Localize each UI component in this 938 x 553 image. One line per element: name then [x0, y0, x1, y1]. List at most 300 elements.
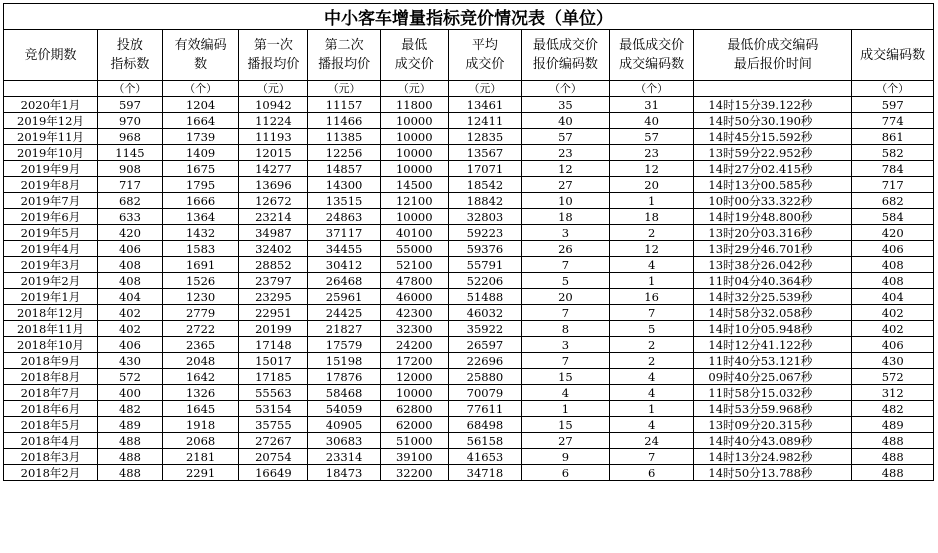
cell-period: 2018年3月 [4, 449, 98, 465]
cell-first-avg-price: 12015 [239, 145, 308, 161]
cell-min-price-bid-codes: 20 [522, 289, 610, 305]
cell-min-price-bid-codes: 9 [522, 449, 610, 465]
cell-min-price-bid-codes: 10 [522, 193, 610, 209]
cell-min-price: 10000 [380, 209, 448, 225]
cell-avg-price: 32803 [448, 209, 521, 225]
cell-min-price-deal-codes: 31 [609, 97, 694, 113]
cell-period: 2019年3月 [4, 257, 98, 273]
cell-period: 2019年8月 [4, 177, 98, 193]
cell-deal-codes: 489 [852, 417, 934, 433]
cell-min-price: 52100 [380, 257, 448, 273]
cell-min-price: 10000 [380, 145, 448, 161]
cell-first-avg-price: 15017 [239, 353, 308, 369]
cell-quota-count: 908 [97, 161, 162, 177]
cell-first-avg-price: 27267 [239, 433, 308, 449]
cell-min-price-deal-codes: 12 [609, 241, 694, 257]
cell-first-avg-price: 22951 [239, 305, 308, 321]
cell-min-price: 40100 [380, 225, 448, 241]
header-line: 第二次 [324, 38, 364, 53]
cell-second-avg-price: 14857 [308, 161, 380, 177]
cell-last-bid-time: 14时32分25.539秒 [694, 289, 852, 305]
cell-valid-codes: 1795 [162, 177, 238, 193]
cell-deal-codes: 488 [852, 433, 934, 449]
header-line: 最低成交价 [532, 38, 598, 53]
cell-min-price-bid-codes: 26 [522, 241, 610, 257]
cell-last-bid-time: 10时00分33.322秒 [694, 193, 852, 209]
cell-last-bid-time: 14时50分30.190秒 [694, 113, 852, 129]
cell-quota-count: 633 [97, 209, 162, 225]
cell-quota-count: 597 [97, 97, 162, 113]
cell-last-bid-time: 13时59分22.952秒 [694, 145, 852, 161]
cell-deal-codes: 482 [852, 401, 934, 417]
cell-valid-codes: 1583 [162, 241, 238, 257]
unit-row [4, 81, 934, 97]
cell-second-avg-price: 11385 [308, 129, 380, 145]
table-row [4, 449, 934, 465]
cell-min-price-deal-codes: 12 [609, 161, 694, 177]
cell-min-price-bid-codes: 7 [522, 305, 610, 321]
cell-min-price-deal-codes: 4 [609, 385, 694, 401]
cell-period: 2018年9月 [4, 353, 98, 369]
cell-min-price-bid-codes: 3 [522, 337, 610, 353]
cell-deal-codes: 408 [852, 273, 934, 289]
table-row [4, 337, 934, 353]
cell-quota-count: 968 [97, 129, 162, 145]
cell-first-avg-price: 13696 [239, 177, 308, 193]
cell-avg-price: 41653 [448, 449, 521, 465]
table-row [4, 465, 934, 481]
cell-min-price-bid-codes: 4 [522, 385, 610, 401]
cell-first-avg-price: 10942 [239, 97, 308, 113]
unit-last-bid-time [694, 81, 852, 97]
cell-first-avg-price: 12672 [239, 193, 308, 209]
cell-second-avg-price: 30683 [308, 433, 380, 449]
table-row [4, 369, 934, 385]
cell-quota-count: 402 [97, 321, 162, 337]
cell-deal-codes: 774 [852, 113, 934, 129]
cell-min-price: 10000 [380, 129, 448, 145]
unit-valid-codes: （个） [162, 81, 238, 97]
cell-quota-count: 488 [97, 433, 162, 449]
header-first-avg-price [239, 30, 308, 81]
cell-second-avg-price: 24863 [308, 209, 380, 225]
cell-first-avg-price: 16649 [239, 465, 308, 481]
cell-min-price: 51000 [380, 433, 448, 449]
cell-period: 2020年1月 [4, 97, 98, 113]
cell-avg-price: 18842 [448, 193, 521, 209]
cell-min-price-deal-codes: 16 [609, 289, 694, 305]
cell-min-price-deal-codes: 1 [609, 273, 694, 289]
header-avg-price [448, 30, 521, 81]
cell-valid-codes: 1642 [162, 369, 238, 385]
table-row [4, 193, 934, 209]
cell-min-price-bid-codes: 57 [522, 129, 610, 145]
cell-deal-codes: 406 [852, 241, 934, 257]
cell-last-bid-time: 14时12分41.122秒 [694, 337, 852, 353]
cell-first-avg-price: 34987 [239, 225, 308, 241]
cell-last-bid-time: 14时40分43.089秒 [694, 433, 852, 449]
unit-min-price-deal-codes: （个） [609, 81, 694, 97]
table-row [4, 401, 934, 417]
cell-valid-codes: 1526 [162, 273, 238, 289]
header-line: 成交价 [465, 57, 505, 72]
cell-min-price: 62000 [380, 417, 448, 433]
cell-first-avg-price: 55563 [239, 385, 308, 401]
table-row [4, 241, 934, 257]
cell-deal-codes: 582 [852, 145, 934, 161]
cell-first-avg-price: 20754 [239, 449, 308, 465]
table-row [4, 113, 934, 129]
cell-second-avg-price: 23314 [308, 449, 380, 465]
cell-valid-codes: 1645 [162, 401, 238, 417]
cell-min-price-deal-codes: 23 [609, 145, 694, 161]
header-line: 竞价期数 [24, 47, 77, 63]
cell-second-avg-price: 17876 [308, 369, 380, 385]
cell-min-price-deal-codes: 2 [609, 337, 694, 353]
cell-min-price-bid-codes: 3 [522, 225, 610, 241]
cell-first-avg-price: 23214 [239, 209, 308, 225]
table-title: 中小客车增量指标竞价情况表（单位） [4, 4, 934, 30]
cell-deal-codes: 584 [852, 209, 934, 225]
cell-last-bid-time: 14时58分32.058秒 [694, 305, 852, 321]
cell-quota-count: 488 [97, 449, 162, 465]
cell-min-price-bid-codes: 15 [522, 369, 610, 385]
cell-quota-count: 430 [97, 353, 162, 369]
cell-valid-codes: 1739 [162, 129, 238, 145]
cell-quota-count: 488 [97, 465, 162, 481]
cell-period: 2019年4月 [4, 241, 98, 257]
unit-second-avg-price: （元） [308, 81, 380, 97]
table-row [4, 97, 934, 113]
header-last-bid-time [694, 30, 852, 81]
table-row [4, 257, 934, 273]
cell-min-price: 32200 [380, 465, 448, 481]
cell-min-price: 39100 [380, 449, 448, 465]
cell-min-price-bid-codes: 12 [522, 161, 610, 177]
cell-period: 2018年7月 [4, 385, 98, 401]
cell-min-price-bid-codes: 7 [522, 353, 610, 369]
cell-min-price-bid-codes: 27 [522, 433, 610, 449]
cell-min-price: 11800 [380, 97, 448, 113]
header-line: 指标数 [110, 57, 150, 72]
cell-avg-price: 18542 [448, 177, 521, 193]
cell-quota-count: 489 [97, 417, 162, 433]
cell-second-avg-price: 13515 [308, 193, 380, 209]
cell-second-avg-price: 17579 [308, 337, 380, 353]
cell-quota-count: 404 [97, 289, 162, 305]
header-line: 最低 [401, 38, 428, 53]
cell-avg-price: 35922 [448, 321, 521, 337]
cell-min-price-bid-codes: 1 [522, 401, 610, 417]
cell-min-price-deal-codes: 18 [609, 209, 694, 225]
title-row [4, 4, 934, 30]
cell-second-avg-price: 26468 [308, 273, 380, 289]
cell-deal-codes: 488 [852, 449, 934, 465]
cell-second-avg-price: 15198 [308, 353, 380, 369]
cell-period: 2018年5月 [4, 417, 98, 433]
unit-avg-price: （元） [448, 81, 521, 97]
cell-avg-price: 26597 [448, 337, 521, 353]
cell-avg-price: 56158 [448, 433, 521, 449]
cell-min-price: 10000 [380, 113, 448, 129]
cell-min-price-deal-codes: 57 [609, 129, 694, 145]
cell-min-price-deal-codes: 4 [609, 417, 694, 433]
cell-valid-codes: 1664 [162, 113, 238, 129]
cell-min-price-deal-codes: 6 [609, 465, 694, 481]
cell-avg-price: 13461 [448, 97, 521, 113]
cell-last-bid-time: 14时15分39.122秒 [694, 97, 852, 113]
cell-deal-codes: 402 [852, 321, 934, 337]
cell-last-bid-time: 13时29分46.701秒 [694, 241, 852, 257]
cell-deal-codes: 597 [852, 97, 934, 113]
cell-quota-count: 1145 [97, 145, 162, 161]
table-row [4, 177, 934, 193]
header-line: 成交价 [394, 57, 434, 72]
cell-last-bid-time: 13时09分20.315秒 [694, 417, 852, 433]
cell-quota-count: 408 [97, 273, 162, 289]
cell-deal-codes: 404 [852, 289, 934, 305]
header-line: 最低价成交编码 [727, 38, 819, 53]
cell-valid-codes: 1364 [162, 209, 238, 225]
cell-valid-codes: 2048 [162, 353, 238, 369]
header-line: 成交编码数 [860, 47, 926, 63]
cell-second-avg-price: 25961 [308, 289, 380, 305]
cell-min-price-bid-codes: 23 [522, 145, 610, 161]
cell-last-bid-time: 14时13分24.982秒 [694, 449, 852, 465]
cell-first-avg-price: 32402 [239, 241, 308, 257]
header-row [4, 30, 934, 81]
table-row [4, 305, 934, 321]
cell-period: 2019年5月 [4, 225, 98, 241]
table-row [4, 385, 934, 401]
table-row [4, 145, 934, 161]
cell-deal-codes: 784 [852, 161, 934, 177]
header-line: 平均 [471, 38, 498, 53]
header-deal-codes [852, 30, 934, 81]
cell-avg-price: 46032 [448, 305, 521, 321]
cell-second-avg-price: 34455 [308, 241, 380, 257]
cell-avg-price: 13567 [448, 145, 521, 161]
cell-second-avg-price: 21827 [308, 321, 380, 337]
cell-last-bid-time: 13时20分03.316秒 [694, 225, 852, 241]
cell-second-avg-price: 11466 [308, 113, 380, 129]
cell-last-bid-time: 09时40分25.067秒 [694, 369, 852, 385]
header-line: 数 [194, 57, 208, 72]
cell-valid-codes: 1326 [162, 385, 238, 401]
cell-quota-count: 402 [97, 305, 162, 321]
cell-quota-count: 400 [97, 385, 162, 401]
cell-min-price: 24200 [380, 337, 448, 353]
cell-period: 2018年12月 [4, 305, 98, 321]
cell-last-bid-time: 14时19分48.800秒 [694, 209, 852, 225]
cell-quota-count: 682 [97, 193, 162, 209]
cell-period: 2019年1月 [4, 289, 98, 305]
cell-deal-codes: 312 [852, 385, 934, 401]
bidding-table-sheet [3, 3, 934, 551]
cell-deal-codes: 488 [852, 465, 934, 481]
cell-second-avg-price: 30412 [308, 257, 380, 273]
cell-valid-codes: 2291 [162, 465, 238, 481]
cell-last-bid-time: 14时53分59.968秒 [694, 401, 852, 417]
cell-period: 2019年7月 [4, 193, 98, 209]
cell-min-price-deal-codes: 2 [609, 225, 694, 241]
cell-deal-codes: 408 [852, 257, 934, 273]
cell-valid-codes: 2779 [162, 305, 238, 321]
cell-first-avg-price: 53154 [239, 401, 308, 417]
cell-min-price-deal-codes: 2 [609, 353, 694, 369]
cell-avg-price: 17071 [448, 161, 521, 177]
cell-avg-price: 12411 [448, 113, 521, 129]
table-row [4, 225, 934, 241]
cell-deal-codes: 717 [852, 177, 934, 193]
header-line: 投放 [116, 38, 143, 53]
table-row [4, 129, 934, 145]
cell-min-price-deal-codes: 24 [609, 433, 694, 449]
cell-period: 2019年12月 [4, 113, 98, 129]
cell-second-avg-price: 37117 [308, 225, 380, 241]
header-line: 最后报价时间 [733, 57, 812, 72]
cell-valid-codes: 1230 [162, 289, 238, 305]
cell-deal-codes: 406 [852, 337, 934, 353]
cell-period: 2018年11月 [4, 321, 98, 337]
cell-first-avg-price: 17185 [239, 369, 308, 385]
cell-min-price-deal-codes: 40 [609, 113, 694, 129]
cell-valid-codes: 2181 [162, 449, 238, 465]
cell-second-avg-price: 58468 [308, 385, 380, 401]
cell-avg-price: 51488 [448, 289, 521, 305]
cell-min-price: 32300 [380, 321, 448, 337]
header-line: 播报均价 [247, 57, 300, 72]
cell-last-bid-time: 14时13分00.585秒 [694, 177, 852, 193]
cell-min-price-deal-codes: 7 [609, 449, 694, 465]
header-line: 播报均价 [318, 57, 371, 72]
header-min-price-bid-codes [522, 30, 610, 81]
cell-avg-price: 59223 [448, 225, 521, 241]
cell-first-avg-price: 20199 [239, 321, 308, 337]
table-row [4, 161, 934, 177]
table-row [4, 353, 934, 369]
cell-min-price: 12000 [380, 369, 448, 385]
cell-valid-codes: 1432 [162, 225, 238, 241]
unit-quota-count: （个） [97, 81, 162, 97]
table-row [4, 209, 934, 225]
cell-second-avg-price: 40905 [308, 417, 380, 433]
cell-quota-count: 406 [97, 241, 162, 257]
cell-last-bid-time: 11时58分15.032秒 [694, 385, 852, 401]
cell-quota-count: 482 [97, 401, 162, 417]
cell-avg-price: 70079 [448, 385, 521, 401]
cell-period: 2019年2月 [4, 273, 98, 289]
bidding-results-table [3, 3, 934, 481]
cell-min-price: 17200 [380, 353, 448, 369]
unit-period [4, 81, 98, 97]
cell-min-price-deal-codes: 1 [609, 401, 694, 417]
table-row [4, 433, 934, 449]
cell-period: 2019年10月 [4, 145, 98, 161]
cell-avg-price: 77611 [448, 401, 521, 417]
cell-min-price-deal-codes: 1 [609, 193, 694, 209]
cell-first-avg-price: 23295 [239, 289, 308, 305]
cell-second-avg-price: 18473 [308, 465, 380, 481]
header-second-avg-price [308, 30, 380, 81]
cell-valid-codes: 1918 [162, 417, 238, 433]
cell-min-price-bid-codes: 5 [522, 273, 610, 289]
cell-avg-price: 55791 [448, 257, 521, 273]
cell-min-price-bid-codes: 8 [522, 321, 610, 337]
cell-valid-codes: 1675 [162, 161, 238, 177]
cell-period: 2019年11月 [4, 129, 98, 145]
table-row [4, 273, 934, 289]
cell-period: 2018年4月 [4, 433, 98, 449]
cell-period: 2018年8月 [4, 369, 98, 385]
cell-valid-codes: 1409 [162, 145, 238, 161]
cell-last-bid-time: 11时40分53.121秒 [694, 353, 852, 369]
cell-min-price-bid-codes: 35 [522, 97, 610, 113]
header-quota-count [97, 30, 162, 81]
table-row [4, 289, 934, 305]
cell-period: 2019年9月 [4, 161, 98, 177]
cell-avg-price: 52206 [448, 273, 521, 289]
cell-min-price-deal-codes: 7 [609, 305, 694, 321]
cell-period: 2019年6月 [4, 209, 98, 225]
cell-avg-price: 22696 [448, 353, 521, 369]
unit-deal-codes: （个） [852, 81, 934, 97]
cell-quota-count: 572 [97, 369, 162, 385]
cell-deal-codes: 682 [852, 193, 934, 209]
table-row [4, 321, 934, 337]
cell-min-price: 46000 [380, 289, 448, 305]
header-line: 报价编码数 [532, 57, 598, 72]
header-valid-codes [162, 30, 238, 81]
unit-first-avg-price: （元） [239, 81, 308, 97]
cell-deal-codes: 572 [852, 369, 934, 385]
cell-min-price-bid-codes: 7 [522, 257, 610, 273]
cell-min-price: 10000 [380, 385, 448, 401]
cell-min-price-deal-codes: 5 [609, 321, 694, 337]
cell-last-bid-time: 14时10分05.948秒 [694, 321, 852, 337]
cell-valid-codes: 1666 [162, 193, 238, 209]
header-line: 最低成交价 [619, 38, 685, 53]
cell-valid-codes: 1691 [162, 257, 238, 273]
cell-second-avg-price: 24425 [308, 305, 380, 321]
cell-avg-price: 68498 [448, 417, 521, 433]
cell-deal-codes: 402 [852, 305, 934, 321]
cell-quota-count: 970 [97, 113, 162, 129]
cell-first-avg-price: 35755 [239, 417, 308, 433]
cell-first-avg-price: 28852 [239, 257, 308, 273]
cell-last-bid-time: 13时38分26.042秒 [694, 257, 852, 273]
cell-min-price-bid-codes: 18 [522, 209, 610, 225]
cell-deal-codes: 861 [852, 129, 934, 145]
cell-avg-price: 25880 [448, 369, 521, 385]
cell-period: 2018年6月 [4, 401, 98, 417]
cell-deal-codes: 420 [852, 225, 934, 241]
cell-deal-codes: 430 [852, 353, 934, 369]
cell-period: 2018年10月 [4, 337, 98, 353]
cell-quota-count: 420 [97, 225, 162, 241]
header-min-price [380, 30, 448, 81]
cell-min-price-deal-codes: 4 [609, 369, 694, 385]
cell-last-bid-time: 14时27分02.415秒 [694, 161, 852, 177]
cell-min-price: 47800 [380, 273, 448, 289]
cell-first-avg-price: 14277 [239, 161, 308, 177]
cell-min-price-bid-codes: 15 [522, 417, 610, 433]
cell-avg-price: 34718 [448, 465, 521, 481]
cell-valid-codes: 2722 [162, 321, 238, 337]
cell-period: 2018年2月 [4, 465, 98, 481]
cell-first-avg-price: 17148 [239, 337, 308, 353]
unit-min-price: （元） [380, 81, 448, 97]
